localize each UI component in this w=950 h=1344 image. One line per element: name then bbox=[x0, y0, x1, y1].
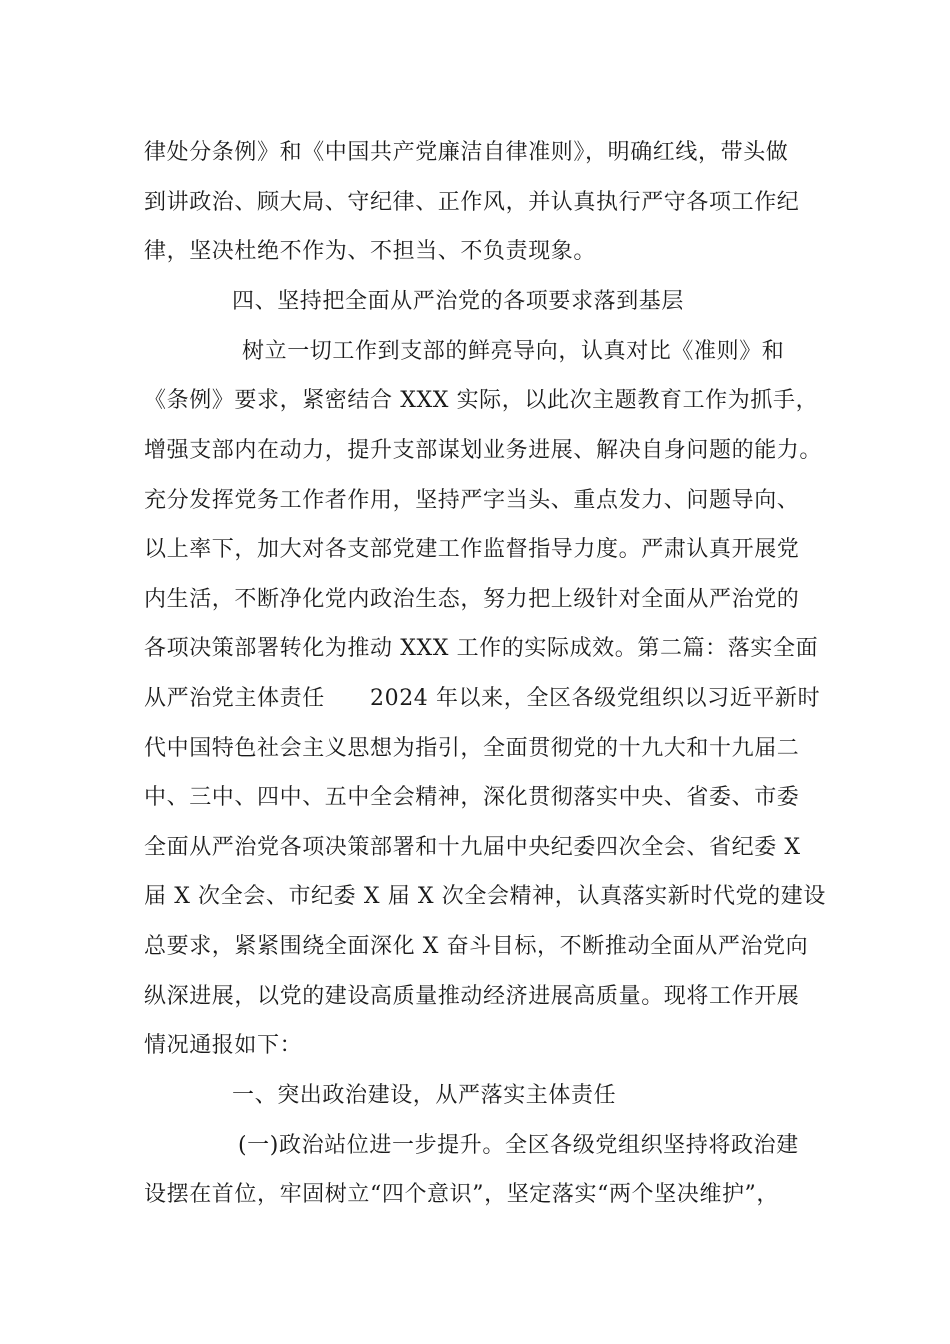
body-text-line: 各项决策部署转化为推动 XXX 工作的实际成效。第二篇：落实全面 bbox=[144, 636, 819, 661]
body-text-line: 律处分条例》和《中国共产党廉洁自律准则》，明确红线，带头做 bbox=[144, 140, 789, 165]
body-text-line: 到讲政治、顾大局、守纪律、正作风，并认真执行严守各项工作纪 bbox=[144, 190, 800, 215]
body-text-line: 树立一切工作到支部的鲜亮导向，认真对比《准则》和 bbox=[242, 339, 785, 364]
body-text-line: 代中国特色社会主义思想为指引，全面贯彻党的十九大和十九届二 bbox=[144, 736, 800, 761]
body-text-line: 《条例》要求，紧密结合 XXX 实际，以此次主题教育工作为抓手， bbox=[144, 388, 819, 413]
section-heading: 一、突出政治建设，从严落实主体责任 bbox=[232, 1083, 617, 1108]
subsection-heading: (一)政治站位进一步提升。全区各级党组织坚持将政治建 bbox=[238, 1133, 799, 1158]
body-text-line: 内生活，不断净化党内政治生态，努力把上级针对全面从严治党的 bbox=[144, 587, 800, 612]
body-text-line: 情况通报如下： bbox=[144, 1033, 303, 1058]
body-text-line: 纵深进展，以党的建设高质量推动经济进展高质量。现将工作开展 bbox=[144, 984, 800, 1009]
body-text-line: 届 X 次全会、市纪委 X 届 X 次全会精神，认真落实新时代党的建设 bbox=[144, 884, 826, 909]
body-text-line: 充分发挥党务工作者作用，坚持严字当头、重点发力、问题导向、 bbox=[144, 488, 800, 513]
body-text-line: 中、三中、四中、五中全会精神，深化贯彻落实中央、省委、市委 bbox=[144, 785, 800, 810]
body-text-line: 总要求，紧紧围绕全面深化 X 奋斗目标，不断推动全面从严治党向 bbox=[144, 934, 809, 959]
body-text-line: 以上率下，加大对各支部党建工作监督指导力度。严肃认真开展党 bbox=[144, 537, 800, 562]
body-text-line: 律，坚决杜绝不作为、不担当、不负责现象。 bbox=[144, 239, 597, 264]
body-text-line: 从严治党主体责任 2024 年以来，全区各级党组织以习近平新时 bbox=[144, 686, 821, 711]
body-text-line: 全面从严治党各项决策部署和十九届中央纪委四次全会、省纪委 X bbox=[144, 835, 801, 860]
body-text-line: 增强支部内在动力，提升支部谋划业务进展、解决自身问题的能力。 bbox=[144, 438, 823, 463]
section-heading: 四、坚持把全面从严治党的各项要求落到基层 bbox=[232, 289, 685, 314]
body-text-line: 设摆在首位，牢固树立“四个意识”，坚定落实“两个坚决维护”， bbox=[144, 1182, 779, 1207]
